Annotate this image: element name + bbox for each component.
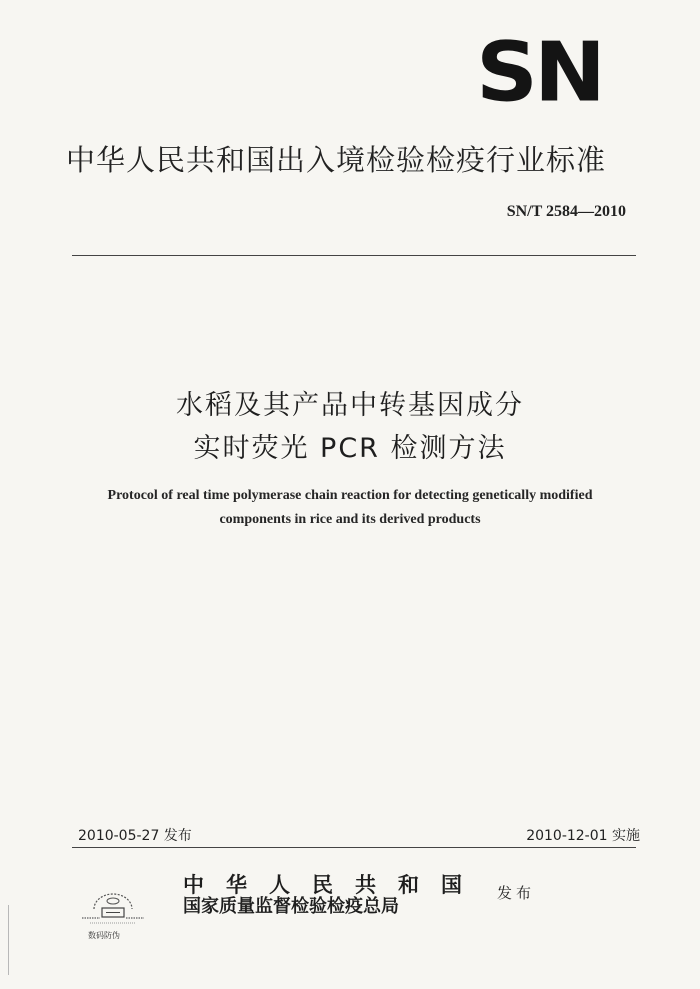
standard-code: SN/T 2584—2010 <box>506 203 626 220</box>
issuer-line-2: 国家质量监督检验检疫总局 <box>183 896 399 917</box>
binding-margin-mark <box>8 905 9 975</box>
standard-category-title: 中华人民共和国出入境检验检疫行业标准 <box>66 143 607 177</box>
top-divider <box>72 255 636 256</box>
anti-counterfeit-seal-icon <box>80 887 146 927</box>
issuer-line-1: 中华人民共和国 <box>183 872 484 897</box>
anti-counterfeit-caption: 数码防伪 <box>88 931 120 940</box>
document-title-line-2: 实时荧光 PCR 检测方法 <box>193 433 507 464</box>
bottom-divider <box>72 847 636 848</box>
document-title-line-1: 水稻及其产品中转基因成分 <box>176 390 524 421</box>
english-title-line-1: Protocol of real time polymerase chain reaction for detecting genetically modified <box>107 488 593 503</box>
effective-date: 2010-12-01 实施 <box>526 828 640 844</box>
issue-date: 2010-05-27 发布 <box>78 828 192 844</box>
english-title-line-2: components in rice and its derived products <box>219 512 481 527</box>
sn-logo: SN <box>476 25 602 121</box>
issue-action: 发布 <box>497 884 536 902</box>
